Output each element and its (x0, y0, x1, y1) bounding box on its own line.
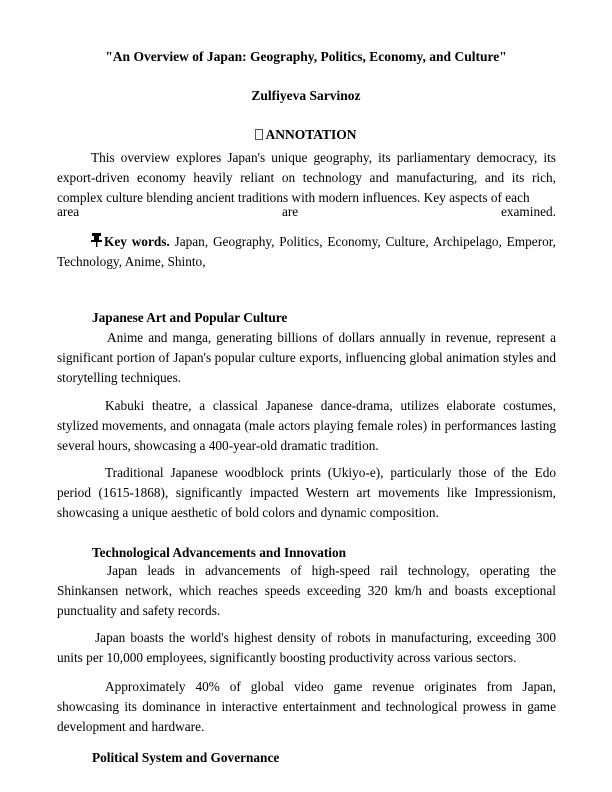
section-paragraph: Japan boasts the world's highest density of robots in manufacturing, exceeding 300 units per 10,000 employees, significantly boosting productivity across various sectors. (57, 630, 556, 665)
annotation-text: This overview explores Japan's unique geography, its parliamentary democracy, its export-driven economy heavily reliant on technology and manufacturing, and its rich, complex culture blending ancient traditions with modern influences. Key aspects of each (57, 150, 556, 205)
author-name: Zulfiyeva Sarvinoz (251, 88, 361, 103)
keywords-paragraph (57, 232, 556, 272)
section-heading: Japanese Art and Popular Culture (92, 310, 288, 325)
section-paragraph: Anime and manga, generating billions of dollars annually in revenue, represent a significant portion of Japan's popular culture exports, influencing global animation styles and storytelling techniques. (57, 330, 556, 385)
keywords-text: Japan, Geography, Politics, Economy, Culture, Archipelago, Emperor, Technology, Anime, Shinto, (57, 234, 556, 269)
keywords-label: Key words. (104, 234, 170, 249)
section-heading: Political System and Governance (92, 750, 280, 765)
annotation-heading-text: ANNOTATION (265, 127, 357, 142)
annotation-word: examined. (500, 204, 556, 219)
annotation-heading (0, 126, 612, 144)
section-heading: Technological Advancements and Innovation (92, 545, 347, 560)
paper-title: "An Overview of Japan: Geography, Politics, Economy, and Culture" (105, 49, 507, 64)
annotation-word: are (281, 204, 299, 219)
section-paragraph: Traditional Japanese woodblock prints (Ukiyo-e), particularly those of the Edo period (1615-1868), significantly impacted Western art movements like Impressionism, showcasing a unique aesthetic of bold colors and dynamic composition. (57, 465, 556, 520)
annotation-last-line (57, 202, 556, 222)
section-paragraph: Kabuki theatre, a classical Japanese dance-drama, utilizes elaborate costumes, stylized movements, and onnagata (male actors playing female roles) in performances lasting several hours, showcasing a 400-year-old dramatic tradition. (57, 398, 556, 453)
pushpin-icon (91, 233, 102, 247)
annotation-word: area (57, 204, 80, 219)
missing-glyph-icon (255, 129, 263, 140)
section-paragraph: Approximately 40% of global video game revenue originates from Japan, showcasing its dominance in interactive entertainment and technological prowess in game development and hardware. (57, 679, 556, 734)
section-paragraph: Japan leads in advancements of high-speed rail technology, operating the Shinkansen network, which reaches speeds exceeding 320 km/h and boasts exceptional punctuality and safety records. (57, 563, 556, 618)
